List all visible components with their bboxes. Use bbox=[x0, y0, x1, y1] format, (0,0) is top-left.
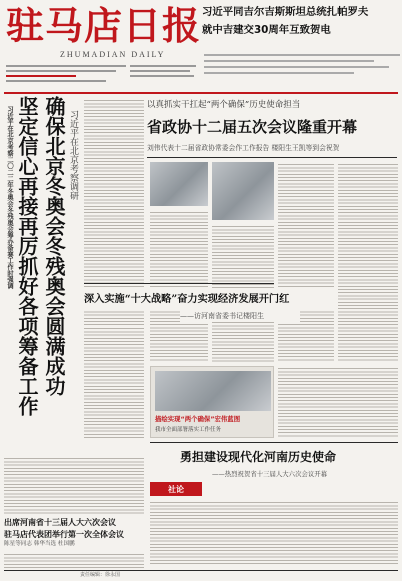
editorial-text bbox=[150, 500, 398, 566]
main-story-subtitle: 刘伟代表十二届省政协常委会作工作报告 楼阳生王凯等到会祝贺 bbox=[147, 144, 340, 152]
vertical-story-kicker: 习近平在北京考察调研 bbox=[68, 110, 78, 200]
third-story-title[interactable]: 勇担建设现代化河南历史使命 bbox=[180, 450, 337, 464]
news-photo-center bbox=[212, 162, 274, 220]
second-story-rule bbox=[84, 283, 274, 284]
main-story-title[interactable]: 省政协十二届五次会议隆重开幕 bbox=[147, 118, 358, 136]
body-text-col5 bbox=[338, 162, 398, 362]
masthead-index bbox=[204, 50, 400, 90]
third-story-rule bbox=[150, 442, 398, 443]
body-text-col7 bbox=[84, 326, 144, 438]
second-story-subtitle: ——访河南省委书记楼阳生 bbox=[180, 310, 300, 322]
left-bottom-title-line1: 出席河南省十三届人大六次会议 bbox=[4, 517, 116, 527]
body-text-col6 bbox=[278, 366, 398, 438]
body-text-col2 bbox=[150, 210, 208, 362]
masthead-headline-line1: 习近平同吉尔吉斯斯坦总统扎帕罗夫 bbox=[202, 6, 369, 18]
masthead-headline[interactable] bbox=[202, 3, 400, 45]
left-bottom-text bbox=[4, 456, 144, 516]
news-photo-left bbox=[150, 162, 208, 206]
newspaper-logo-en: ZHUMADIAN DAILY bbox=[60, 50, 166, 59]
vertical-story-deck: 习近平在北京考察二〇二二年冬奥会冬残奥会筹办备赛工作时强调 bbox=[6, 106, 13, 289]
footer-text: 责任编辑：徐永国 bbox=[80, 572, 121, 578]
editorial-label bbox=[150, 482, 202, 496]
masthead-rule bbox=[4, 92, 398, 94]
promo-banner bbox=[150, 366, 274, 438]
newspaper-logo: 驻马店日报 bbox=[6, 3, 202, 48]
masthead-headline-line2: 就中吉建交30周年互致贺电 bbox=[202, 24, 331, 36]
banner-photo bbox=[155, 371, 271, 411]
masthead bbox=[0, 0, 402, 95]
main-story-kicker: 以真抓实干扛起“两个确保”历史使命担当 bbox=[147, 100, 301, 110]
third-story-subtitle: ——热烈祝贺省十三届人大六次会议开幕 bbox=[212, 470, 328, 478]
masthead-info bbox=[6, 62, 126, 90]
footer-rule bbox=[4, 570, 398, 571]
vertical-story-headline-right: 确保北京冬奥会冬残奥会圆满成功 bbox=[42, 96, 66, 396]
masthead-info-right bbox=[130, 62, 200, 90]
editorial-label-text: 社论 bbox=[168, 484, 184, 494]
left-bottom-subtitle: 陈星等同志 韩华当选 杜国鹏 bbox=[4, 541, 75, 547]
second-story-title[interactable]: 深入实施“十大战略”奋力实现经济发展开门红 bbox=[84, 288, 334, 310]
body-text-col4 bbox=[278, 162, 334, 362]
vertical-story-headline-left: 坚定信心再接再厉抓好各项筹备工作 bbox=[15, 96, 39, 416]
banner-sub: 我市全面部署落实工作任务 bbox=[155, 427, 222, 433]
banner-caption: 描绘实现“两个确保”宏伟蓝图 bbox=[155, 415, 241, 423]
vertical-story[interactable] bbox=[4, 96, 80, 451]
left-bottom-story[interactable] bbox=[4, 516, 144, 550]
left-bottom-title-line2: 驻马店代表团举行第一次全体会议 bbox=[4, 529, 124, 539]
main-story-rule bbox=[147, 157, 397, 158]
left-bottom-text2 bbox=[4, 552, 144, 572]
